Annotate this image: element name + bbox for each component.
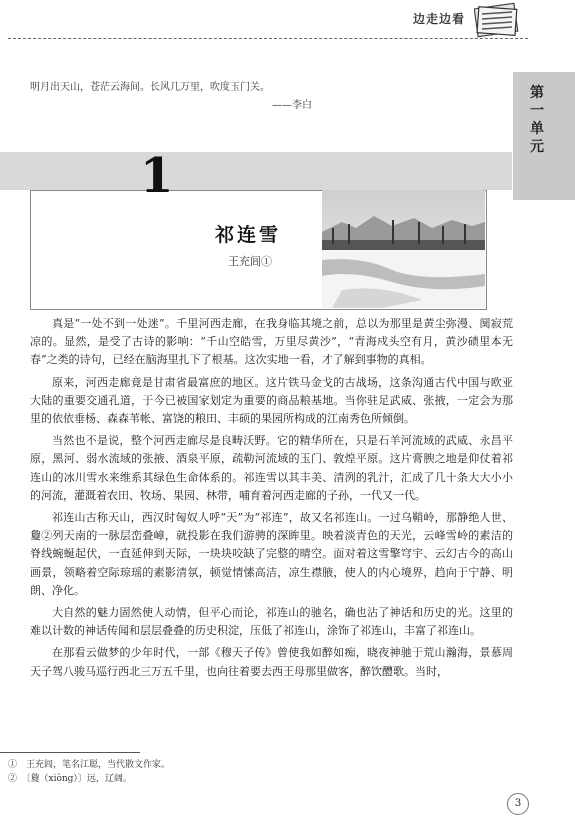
- unit-label: 第一单元: [530, 85, 544, 155]
- lesson-author: 王充闾①: [228, 255, 272, 268]
- snow-landscape-photo: [322, 190, 485, 308]
- epigraph-author: ——李白: [272, 100, 312, 111]
- footnote: ② 〔敻（xiòng）〕远，辽阔。: [8, 774, 132, 784]
- paragraph: 原来，河西走廊竟是甘肃省最富庶的地区。这片铁马金戈的古战场，这条沟通古代中国与欧亚大陆的重要交通孔道，于今已被国家划定为重要的商品粮基地。当你驻足武威、张掖，一定会为那里的依依垂杨、森森苇帐、富饶的粮田、丰硕的果园所构成的江南秀色所倾倒。: [30, 375, 513, 426]
- chapter-banner: [0, 152, 512, 190]
- lesson-title: 祁连雪: [215, 224, 282, 246]
- chapter-number: 1: [140, 148, 174, 204]
- epigraph-text: 明月出天山，苍茫云海间。长风几万里，吹度玉门关。: [30, 82, 270, 93]
- stacked-books-icon: [474, 2, 520, 38]
- paragraph: 祁连山古称天山，西汉时匈奴人呼“天”为“祁连”，故又名祁连山。一过乌鞘岭，那静绝人世、敻②列天南的一脉层峦叠嶂，就投影在我们游骋的深眸里。映着淡青色的天光，云峰雪岭的素洁的脊线蜿蜒起伏，一直延伸到天际，一块块咬缺了完整的晴空。面对着这雪擎穹宇、云幻古今的高山画景，领略着空际琼瑶的素影清氛，顿觉情愫高洁，凉生襟腋，使人的内心境界，趋向于宁静、明朗、净化。: [30, 511, 513, 597]
- paragraph: 真是“一处不到一处迷”。千里河西走廊，在我身临其境之前，总以为那里是黄尘弥漫、阒寂荒凉的。显然，是受了古诗的影响：“千山空皓雪，万里尽黄沙”，“青海戍头空有月，黄沙碛里本无春”之类的诗句，已经在脑海里扎下了根基。这次实地一看，才了解到事物的真相。: [30, 317, 513, 367]
- header-divider: [8, 38, 528, 39]
- paragraph: 大自然的魅力固然使人动情，但平心而论，祁连山的驰名，确也沾了神话和历史的光。这里的难以计数的神话传闻和层层叠叠的历史积淀，压低了祁连山，涂饰了祁连山，丰富了祁连山。: [30, 606, 513, 638]
- paragraph: 在那看云做梦的少年时代，一部《穆天子传》曾使我如醉如痴，晓夜神驰于荒山瀚海，景慕周天子驾八骏马巡行西北三万五千里，也向往着要去西王母那里做客，醉饮醴歌。当时，: [30, 646, 513, 678]
- footnote: ① 王充闾，笔名江聪，当代散文作家。: [8, 760, 171, 770]
- page-header: [0, 0, 575, 40]
- footnotes: [8, 758, 170, 786]
- header-title: 边走边看: [413, 12, 466, 26]
- page-number: 3: [507, 793, 529, 815]
- paragraph: 当然也不是说，整个河西走廊尽是良畴沃野。它的精华所在，只是石羊河流域的武威、永昌平原，黑河、弱水流域的张掖、酒泉平原，疏勒河流域的玉门、敦煌平原。这片膏腴之地是仰仗着祁连山的冰川雪水来维系其绿色生命体系的。祁连雪以其丰美、清洌的乳汁，汇成了几十条大大小小的河流，灌溉着农田、牧场、果园、林带，哺育着河西走廊的子孙，一代又一代。: [30, 434, 513, 502]
- article-body: [30, 315, 513, 685]
- footnote-divider: [0, 752, 140, 753]
